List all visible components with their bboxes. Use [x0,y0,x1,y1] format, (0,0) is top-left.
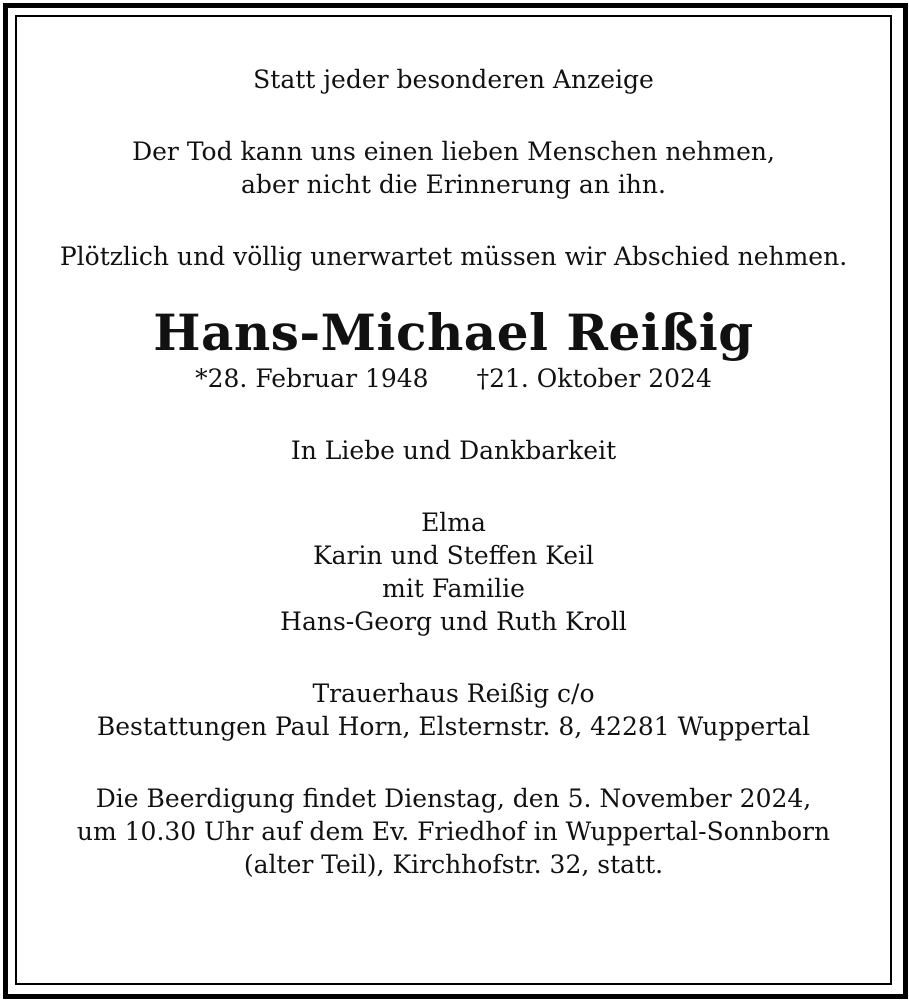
quote-line-1: Der Tod kann uns einen lieben Menschen nehmen, [132,137,775,166]
quote-line-2: aber nicht die Erinnerung an ihn. [241,170,666,199]
mourner-name: mit Familie [382,574,525,603]
funeral-line-3: (alter Teil), Kirchhofstr. 32, statt. [243,850,664,879]
death-date: †21. Oktober 2024 [476,364,712,393]
mourner-name: Elma [421,508,486,537]
birth-date: *28. Februar 1948 [195,364,429,393]
deceased-name: Hans-Michael Reißig [153,303,754,362]
life-dates [17,362,890,395]
funeral-line-2: um 10.30 Uhr auf dem Ev. Friedhof in Wuppertal-Sonnborn [76,817,831,846]
address-line-1: Trauerhaus Reißig c/o [312,679,595,708]
announcement-text: Plötzlich und völlig unerwartet müssen wir Abschied nehmen. [59,242,848,271]
funeral-line-1: Die Beerdigung findet Dienstag, den 5. November 2024, [95,784,812,813]
closing-text: In Liebe und Dankbarkeit [290,436,617,465]
obituary-notice [17,17,890,881]
address-line-2: Bestattungen Paul Horn, Elsternstr. 8, 42281 Wuppertal [96,712,811,741]
mourner-name: Karin und Steffen Keil [312,541,595,570]
intro-text: Statt jeder besonderen Anzeige [253,65,654,94]
mourner-name: Hans-Georg und Ruth Kroll [280,607,627,636]
